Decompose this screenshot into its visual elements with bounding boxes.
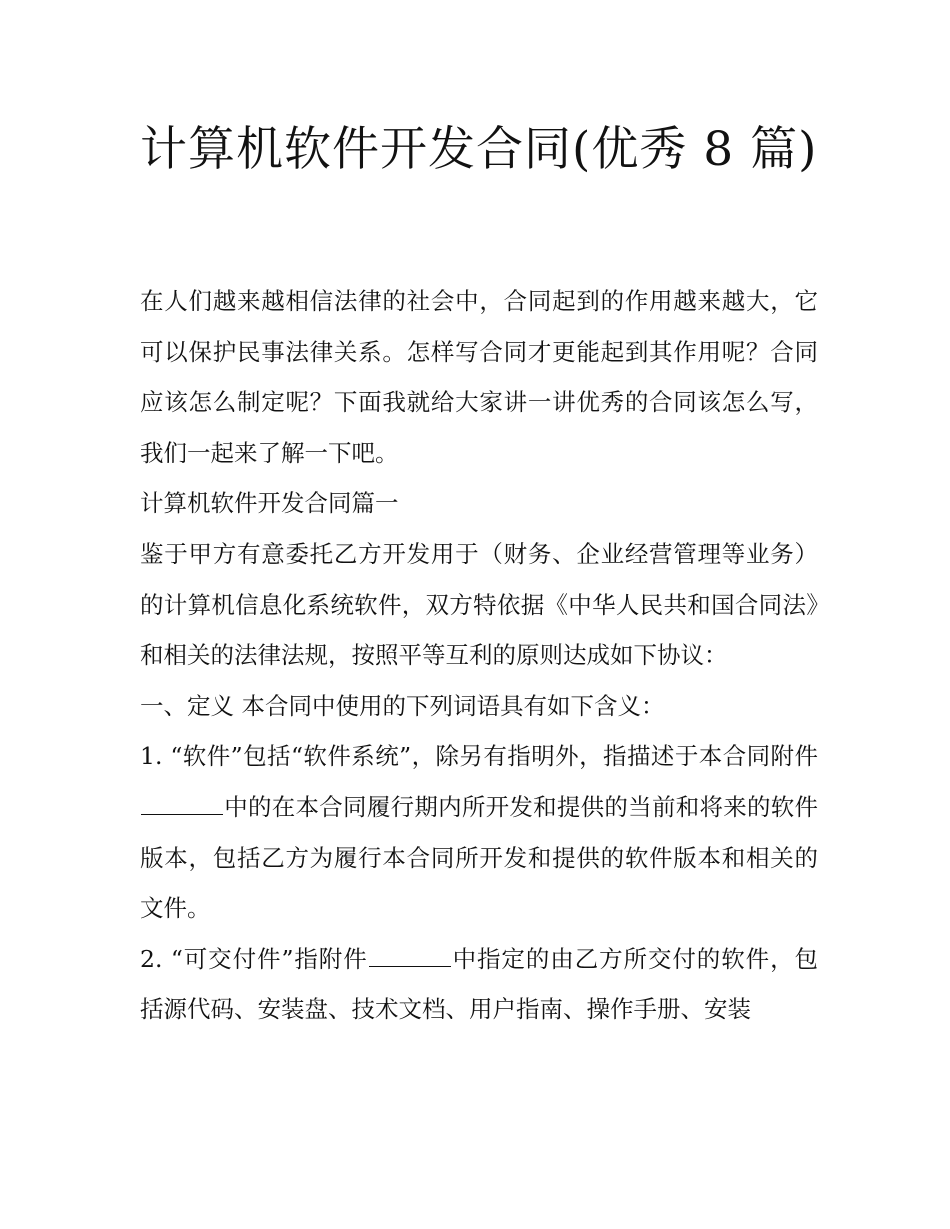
document-body	[140, 276, 818, 1035]
fill-in-blank	[369, 965, 451, 967]
section-heading: 计算机软件开发合同篇一	[140, 489, 399, 518]
clause-one-heading: 一、定义 本合同中使用的下列词语具有如下含义：	[140, 691, 665, 720]
definition-item-2-text-b: 中指定的由乙方所交付的软件，包括源代码、安装盘、技术文档、用户指南、操作手册、安装	[140, 944, 819, 1024]
definition-item-1	[140, 731, 818, 933]
intro-paragraph: 在人们越来越相信法律的社会中，合同起到的作用越来越大，它可以保护民事法律关系。怎样写合同才更能起到其作用呢？合同应该怎么制定呢？下面我就给大家讲一讲优秀的合同该怎么写，我们一起来了解一下吧。	[140, 287, 818, 467]
preamble-paragraph: 鉴于甲方有意委托乙方开发用于（财务、企业经营管理等业务）的计算机信息化系统软件，双方特依据《中华人民共和国合同法》和相关的法律法规，按照平等互利的原则达成如下协议：	[140, 539, 818, 670]
definition-item-2	[140, 934, 818, 1035]
definition-item-1-text-b: 中的在本合同履行期内所开发和提供的当前和将来的软件版本，包括乙方为履行本合同所开发和提供的软件版本和相关的文件。	[140, 792, 818, 923]
definition-item-1-text-a: 1. “软件”包括“软件系统”，除另有指明外，指描述于本合同附件	[140, 742, 818, 771]
definition-item-2-text-a: 2. “可交付件”指附件	[140, 944, 368, 973]
fill-in-blank	[141, 813, 223, 815]
document-title: 计算机软件开发合同(优秀 8 篇)	[140, 122, 818, 177]
